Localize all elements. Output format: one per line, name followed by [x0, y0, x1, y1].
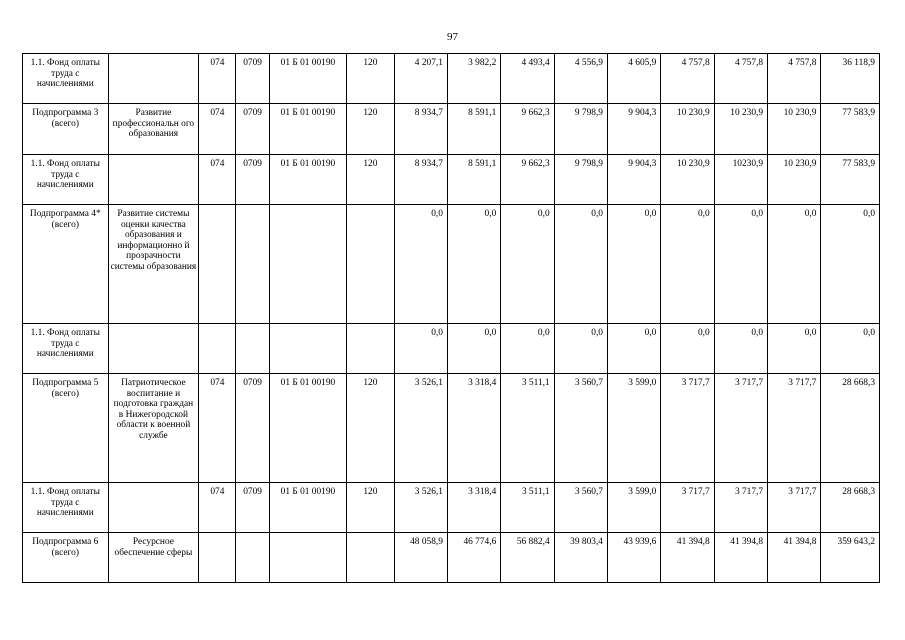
year-value-cell: 3 717,7 — [714, 483, 767, 533]
grbs-code-cell: 074 — [199, 54, 236, 104]
year-value-cell: 3 526,1 — [394, 483, 447, 533]
expense-type-code-cell: 120 — [347, 155, 394, 205]
year-value-cell: 0,0 — [394, 324, 447, 374]
table-row — [23, 483, 880, 533]
year-value-cell: 3 717,7 — [768, 374, 821, 483]
year-value-cell: 4 757,8 — [661, 54, 714, 104]
year-value-cell: 10 230,9 — [714, 104, 767, 155]
year-value-cell: 56 882,4 — [501, 533, 554, 583]
expense-type-code-cell: 120 — [347, 104, 394, 155]
year-value-cell: 3 599,0 — [607, 374, 660, 483]
table-row — [23, 104, 880, 155]
year-value-cell: 3 982,2 — [447, 54, 500, 104]
expense-type-code-cell: 120 — [347, 54, 394, 104]
year-value-cell: 41 394,8 — [714, 533, 767, 583]
target-article-code-cell: 01 Б 01 00190 — [269, 155, 347, 205]
row-name-cell: Подпрограмма 4* (всего) — [23, 205, 109, 324]
total-value-cell: 77 583,9 — [821, 155, 880, 205]
year-value-cell: 48 058,9 — [394, 533, 447, 583]
total-value-cell: 36 118,9 — [821, 54, 880, 104]
grbs-code-cell: 074 — [199, 104, 236, 155]
year-value-cell: 3 526,1 — [394, 374, 447, 483]
expense-type-code-cell: 120 — [347, 374, 394, 483]
row-description-cell — [108, 54, 199, 104]
year-value-cell: 0,0 — [501, 324, 554, 374]
year-value-cell: 10 230,9 — [661, 155, 714, 205]
year-value-cell: 9 798,9 — [554, 155, 607, 205]
year-value-cell: 4 757,8 — [714, 54, 767, 104]
year-value-cell: 10 230,9 — [768, 104, 821, 155]
year-value-cell: 4 207,1 — [394, 54, 447, 104]
target-article-code-cell: 01 Б 01 00190 — [269, 104, 347, 155]
grbs-code-cell — [199, 205, 236, 324]
year-value-cell: 0,0 — [768, 205, 821, 324]
section-code-cell: 0709 — [236, 155, 269, 205]
year-value-cell: 0,0 — [554, 205, 607, 324]
year-value-cell: 9 904,3 — [607, 155, 660, 205]
year-value-cell: 4 556,9 — [554, 54, 607, 104]
year-value-cell: 39 803,4 — [554, 533, 607, 583]
year-value-cell: 4 605,9 — [607, 54, 660, 104]
grbs-code-cell — [199, 324, 236, 374]
year-value-cell: 9 662,3 — [501, 155, 554, 205]
total-value-cell: 359 643,2 — [821, 533, 880, 583]
row-name-cell: Подпрограмма 6 (всего) — [23, 533, 109, 583]
row-name-cell: 1.1. Фонд оплаты труда с начислениями — [23, 155, 109, 205]
row-description-cell — [108, 155, 199, 205]
total-value-cell: 0,0 — [821, 205, 880, 324]
year-value-cell: 9 798,9 — [554, 104, 607, 155]
target-article-code-cell: 01 Б 01 00190 — [269, 54, 347, 104]
section-code-cell — [236, 324, 269, 374]
row-description-cell: Развитие профессиональн ого образования — [108, 104, 199, 155]
year-value-cell: 0,0 — [661, 324, 714, 374]
year-value-cell: 0,0 — [607, 324, 660, 374]
section-code-cell — [236, 205, 269, 324]
target-article-code-cell: 01 Б 01 00190 — [269, 483, 347, 533]
row-name-cell: Подпрограмма 5 (всего) — [23, 374, 109, 483]
table-row — [23, 54, 880, 104]
row-name-cell: 1.1. Фонд оплаты труда с начислениями — [23, 483, 109, 533]
row-description-cell — [108, 483, 199, 533]
year-value-cell: 3 599,0 — [607, 483, 660, 533]
target-article-code-cell: 01 Б 01 00190 — [269, 374, 347, 483]
grbs-code-cell: 074 — [199, 483, 236, 533]
year-value-cell: 0,0 — [607, 205, 660, 324]
year-value-cell: 4 757,8 — [768, 54, 821, 104]
year-value-cell: 3 318,4 — [447, 483, 500, 533]
target-article-code-cell — [269, 533, 347, 583]
section-code-cell — [236, 533, 269, 583]
year-value-cell: 10 230,9 — [768, 155, 821, 205]
expense-type-code-cell — [347, 324, 394, 374]
year-value-cell: 41 394,8 — [661, 533, 714, 583]
row-name-cell: 1.1. Фонд оплаты труда с начислениями — [23, 54, 109, 104]
year-value-cell: 9 904,3 — [607, 104, 660, 155]
grbs-code-cell — [199, 533, 236, 583]
year-value-cell: 41 394,8 — [768, 533, 821, 583]
table-row — [23, 155, 880, 205]
year-value-cell: 0,0 — [768, 324, 821, 374]
total-value-cell: 0,0 — [821, 324, 880, 374]
total-value-cell: 28 668,3 — [821, 483, 880, 533]
year-value-cell: 0,0 — [554, 324, 607, 374]
target-article-code-cell — [269, 205, 347, 324]
expense-type-code-cell: 120 — [347, 483, 394, 533]
year-value-cell: 0,0 — [447, 324, 500, 374]
year-value-cell: 0,0 — [714, 205, 767, 324]
year-value-cell: 3 717,7 — [714, 374, 767, 483]
row-name-cell: 1.1. Фонд оплаты труда с начислениями — [23, 324, 109, 374]
table-row — [23, 374, 880, 483]
row-name-cell: Подпрограмма 3 (всего) — [23, 104, 109, 155]
year-value-cell: 8 934,7 — [394, 155, 447, 205]
budget-table — [22, 53, 880, 583]
year-value-cell: 3 511,1 — [501, 483, 554, 533]
year-value-cell: 8 934,7 — [394, 104, 447, 155]
total-value-cell: 28 668,3 — [821, 374, 880, 483]
year-value-cell: 0,0 — [501, 205, 554, 324]
year-value-cell: 3 511,1 — [501, 374, 554, 483]
section-code-cell: 0709 — [236, 483, 269, 533]
year-value-cell: 10230,9 — [714, 155, 767, 205]
section-code-cell: 0709 — [236, 374, 269, 483]
year-value-cell: 3 560,7 — [554, 483, 607, 533]
year-value-cell: 0,0 — [394, 205, 447, 324]
year-value-cell: 46 774,6 — [447, 533, 500, 583]
row-description-cell: Развитие системы оценки качества образования и информационно й прозрачности системы образования — [108, 205, 199, 324]
year-value-cell: 3 318,4 — [447, 374, 500, 483]
row-description-cell: Патриотическое воспитание и подготовка граждан в Нижегородской области к военной службе — [108, 374, 199, 483]
year-value-cell: 43 939,6 — [607, 533, 660, 583]
year-value-cell: 3 717,7 — [661, 374, 714, 483]
target-article-code-cell — [269, 324, 347, 374]
row-description-cell: Ресурсное обеспечение сферы — [108, 533, 199, 583]
year-value-cell: 0,0 — [714, 324, 767, 374]
year-value-cell: 0,0 — [661, 205, 714, 324]
section-code-cell: 0709 — [236, 54, 269, 104]
grbs-code-cell: 074 — [199, 374, 236, 483]
page-number: 97 — [447, 31, 458, 43]
table-row — [23, 324, 880, 374]
year-value-cell: 8 591,1 — [447, 104, 500, 155]
year-value-cell: 4 493,4 — [501, 54, 554, 104]
grbs-code-cell: 074 — [199, 155, 236, 205]
year-value-cell: 8 591,1 — [447, 155, 500, 205]
expense-type-code-cell — [347, 533, 394, 583]
year-value-cell: 0,0 — [447, 205, 500, 324]
year-value-cell: 9 662,3 — [501, 104, 554, 155]
year-value-cell: 3 717,7 — [661, 483, 714, 533]
total-value-cell: 77 583,9 — [821, 104, 880, 155]
year-value-cell: 10 230,9 — [661, 104, 714, 155]
row-description-cell — [108, 324, 199, 374]
year-value-cell: 3 560,7 — [554, 374, 607, 483]
year-value-cell: 3 717,7 — [768, 483, 821, 533]
table-row — [23, 533, 880, 583]
section-code-cell: 0709 — [236, 104, 269, 155]
expense-type-code-cell — [347, 205, 394, 324]
table-row — [23, 205, 880, 324]
